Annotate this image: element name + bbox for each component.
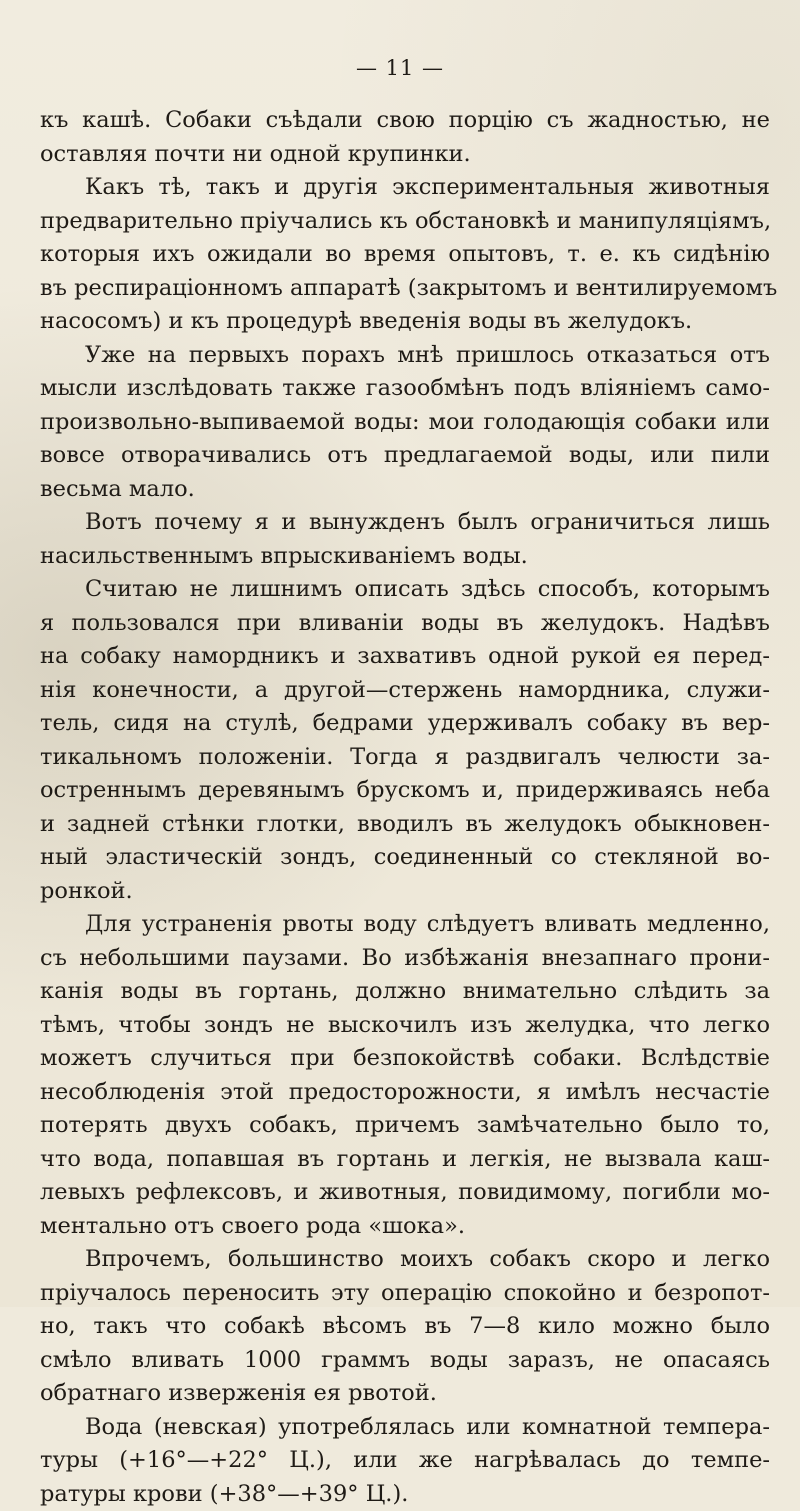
text-line: съ небольшими паузами. Во избѣжанія внезапнаго прони- xyxy=(40,942,770,976)
text-line: къ кашѣ. Собаки съѣдали свою порцію съ жадностью, не xyxy=(40,104,770,138)
text-line: въ респираціонномъ аппаратѣ (закрытомъ и вентилируемомъ xyxy=(40,272,770,306)
text-line: Считаю не лишнимъ описать здѣсь способъ, которымъ xyxy=(40,573,770,607)
text-line: канія воды въ гортань, должно внимательно слѣдить за xyxy=(40,975,770,1009)
page-number: — 11 — xyxy=(0,56,800,80)
text-line: ратуры крови (+38°—+39° Ц.). xyxy=(40,1478,770,1511)
text-line: но, такъ что собакѣ вѣсомъ въ 7—8 кило можно было xyxy=(40,1310,770,1344)
text-line: оставляя почти ни одной крупинки. xyxy=(40,138,770,172)
text-line: Впрочемъ, большинство моихъ собакъ скоро и легко xyxy=(40,1243,770,1277)
text-line: смѣло вливать 1000 граммъ воды заразъ, не опасаясь xyxy=(40,1344,770,1378)
text-line: предварительно пріучались къ обстановкѣ и манипуляціямъ, xyxy=(40,205,770,239)
text-line: тель, сидя на стулѣ, бедрами удерживалъ собаку въ вер- xyxy=(40,707,770,741)
text-line: Какъ тѣ, такъ и другія экспериментальныя животныя xyxy=(40,171,770,205)
text-line: что вода, попавшая въ гортань и легкія, не вызвала каш- xyxy=(40,1143,770,1177)
text-line: тикальномъ положеніи. Тогда я раздвигалъ челюсти за- xyxy=(40,741,770,775)
text-line: потерять двухъ собакъ, причемъ замѣчательно было то, xyxy=(40,1109,770,1143)
text-line: Уже на первыхъ порахъ мнѣ пришлось отказаться отъ xyxy=(40,339,770,373)
text-line: ронкой. xyxy=(40,875,770,909)
text-line: я пользовался при вливаніи воды въ желудокъ. Надѣвъ xyxy=(40,607,770,641)
text-line: Вотъ почему я и вынужденъ былъ ограничиться лишь xyxy=(40,506,770,540)
text-line: вовсе отворачивались отъ предлагаемой воды, или пили xyxy=(40,439,770,473)
text-line: на собаку намордникъ и захвативъ одной рукой ея перед- xyxy=(40,640,770,674)
text-line: туры (+16°—+22° Ц.), или же нагрѣвалась до темпе- xyxy=(40,1444,770,1478)
text-line: насильственнымъ впрыскиваніемъ воды. xyxy=(40,540,770,574)
text-line: нія конечности, а другой—стержень намордника, служи- xyxy=(40,674,770,708)
text-line: мысли изслѣдовать также газообмѣнъ подъ вліяніемъ само- xyxy=(40,372,770,406)
text-line: ментально отъ своего рода «шока». xyxy=(40,1210,770,1244)
text-line: Вода (невская) употреблялась или комнатной темпера- xyxy=(40,1411,770,1445)
text-line: тѣмъ, чтобы зондъ не выскочилъ изъ желудка, что легко xyxy=(40,1009,770,1043)
text-line: обратнаго изверженія ея рвотой. xyxy=(40,1377,770,1411)
text-line: весьма мало. xyxy=(40,473,770,507)
body-text xyxy=(40,104,770,1511)
text-line: которыя ихъ ожидали во время опытовъ, т. е. къ сидѣнію xyxy=(40,238,770,272)
text-line: пріучалось переносить эту операцію спокойно и безропот- xyxy=(40,1277,770,1311)
text-line: насосомъ) и къ процедурѣ введенія воды въ желудокъ. xyxy=(40,305,770,339)
text-line: ный эластическій зондъ, соединенный со стекляной во- xyxy=(40,841,770,875)
text-line: Для устраненія рвоты воду слѣдуетъ вливать медленно, xyxy=(40,908,770,942)
text-line: можетъ случиться при безпокойствѣ собаки. Вслѣдствіе xyxy=(40,1042,770,1076)
text-line: несоблюденія этой предосторожности, я имѣлъ несчастіе xyxy=(40,1076,770,1110)
text-line: и задней стѣнки глотки, вводилъ въ желудокъ обыкновен- xyxy=(40,808,770,842)
text-line: левыхъ рефлексовъ, и животныя, повидимому, погибли мо- xyxy=(40,1176,770,1210)
text-line: произвольно-выпиваемой воды: мои голодающія собаки или xyxy=(40,406,770,440)
text-line: остреннымъ деревянымъ брускомъ и, придерживаясь неба xyxy=(40,774,770,808)
